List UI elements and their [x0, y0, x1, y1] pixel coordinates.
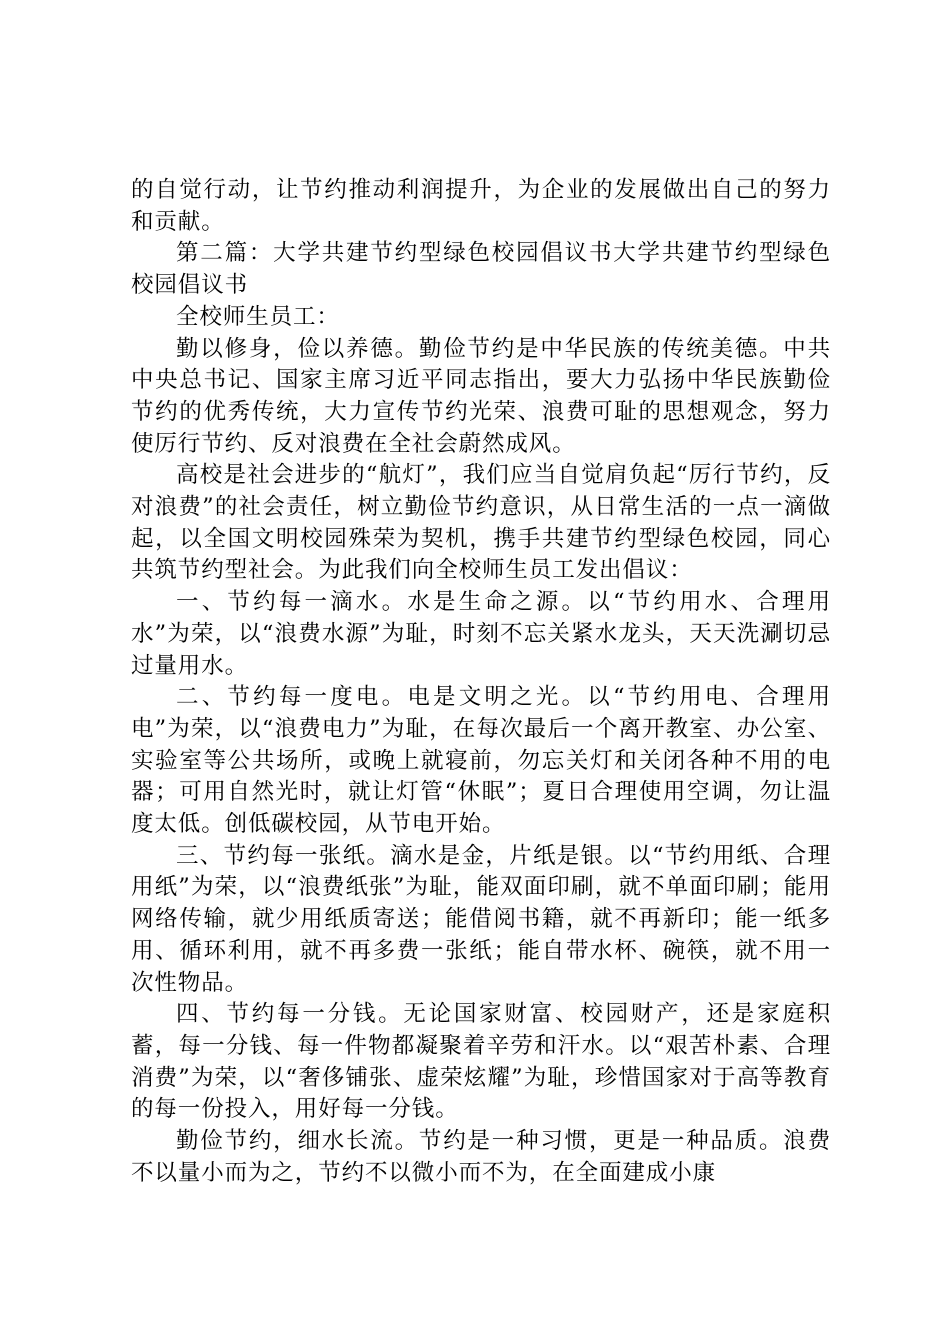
paragraph-continuation: 的自觉行动，让节约推动利润提升，为企业的发展做出自己的努力和贡献。 — [131, 177, 831, 235]
paragraph-closing: 勤俭节约，细水长流。节约是一种习惯，更是一种品质。浪费不以量小而为之，节约不以微小而不为，在全面建成小康 — [131, 1128, 831, 1186]
paragraph-item-water: 一、节约每一滴水。水是生命之源。以“节约用水、合理用水”为荣，以“浪费水源”为耻，时刻不忘关紧水龙头，天天洗涮切忌过量用水。 — [131, 589, 831, 679]
paragraph-item-money: 四、节约每一分钱。无论国家财富、校园财产，还是家庭积蓄，每一分钱、每一件物都凝聚着辛劳和汗水。以“艰苦朴素、合理消费”为荣，以“奢侈铺张、虚荣炫耀”为耻，珍惜国家对于高等教育的每一份投入，用好每一分钱。 — [131, 1001, 831, 1123]
paragraph-intro: 勤以修身，俭以养德。勤俭节约是中华民族的传统美德。中共中央总书记、国家主席习近平同志指出，要大力弘扬中华民族勤俭节约的优秀传统，大力宣传节约光荣、浪费可耻的思想观念，努力使厉行节约、反对浪费在全社会蔚然成风。 — [131, 335, 831, 457]
paragraph-call: 高校是社会进步的“航灯”，我们应当自觉肩负起“厉行节约，反对浪费”的社会责任，树立勤俭节约意识，从日常生活的一点一滴做起，以全国文明校园殊荣为契机，携手共建节约型绿色校园，同心共筑节约型社会。为此我们向全校师生员工发出倡议： — [131, 462, 831, 584]
paragraph-item-paper: 三、节约每一张纸。滴水是金，片纸是银。以“节约用纸、合理用纸”为荣，以“浪费纸张”为耻，能双面印刷，就不单面印刷；能用网络传输，就少用纸质寄送；能借阅书籍，就不再新印；能一纸多用、循环利用，就不再多费一张纸；能自带水杯、碗筷，就不用一次性物品。 — [131, 842, 831, 996]
document-page — [131, 175, 831, 1190]
paragraph-item-electricity: 二、节约每一度电。电是文明之光。以“节约用电、合理用电”为荣，以“浪费电力”为耻，在每次最后一个离开教室、办公室、实验室等公共场所，或晚上就寝前，勿忘关灯和关闭各种不用的电器；可用自然光时，就让灯管“休眠”；夏日合理使用空调，勿让温度太低。创低碳校园，从节电开始。 — [131, 684, 831, 838]
paragraph-section-title: 第二篇：大学共建节约型绿色校园倡议书大学共建节约型绿色校园倡议书 — [131, 240, 831, 299]
paragraph-salutation: 全校师生员工： — [176, 303, 340, 330]
